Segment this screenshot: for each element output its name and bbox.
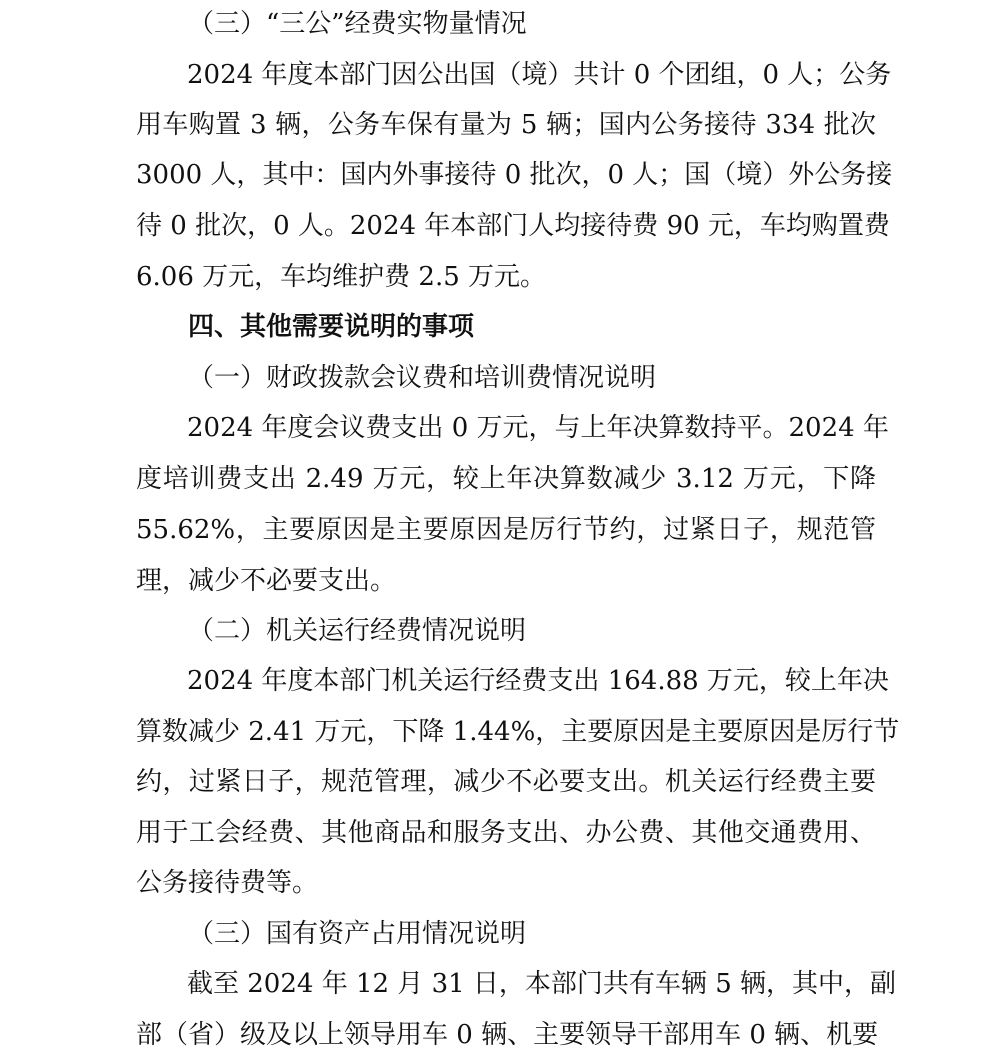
paragraph-line: 待 0 批次，0 人。2024 年本部门人均接待费 90 元，车均购置费 <box>136 211 890 241</box>
paragraph-line: 55.62%，主要原因是主要原因是厉行节约，过紧日子，规范管 <box>136 515 876 545</box>
section-heading-operating-expenses: （二）机关运行经费情况说明 <box>188 616 527 646</box>
paragraph-line: 理，减少不必要支出。 <box>136 566 397 596</box>
paragraph-line: 算数减少 2.41 万元，下降 1.44%，主要原因是主要原因是厉行节 <box>136 717 900 747</box>
paragraph-line: 3000 人，其中：国内外事接待 0 批次，0 人；国（境）外公务接 <box>136 160 893 190</box>
paragraph-line: 度培训费支出 2.49 万元，较上年决算数减少 3.12 万元，下降 <box>136 464 876 494</box>
paragraph-line: 约，过紧日子，规范管理，减少不必要支出。机关运行经费主要 <box>136 767 876 797</box>
paragraph-line: 2024 年度本部门因公出国（境）共计 0 个团组，0 人；公务 <box>187 60 892 90</box>
paragraph-line: 用车购置 3 辆，公务车保有量为 5 辆；国内公务接待 334 批次 <box>136 110 876 140</box>
paragraph-line: 用于工会经费、其他商品和服务支出、办公费、其他交通费用、 <box>136 818 876 848</box>
section-heading-meeting-training-fees: （一）财政拨款会议费和培训费情况说明 <box>188 363 657 393</box>
paragraph-line: 部（省）级及以上领导用车 0 辆、主要领导干部用车 0 辆、机要 <box>136 1020 879 1050</box>
chapter-heading-other-matters: 四、其他需要说明的事项 <box>188 312 475 342</box>
paragraph-line: 公务接待费等。 <box>136 868 319 898</box>
section-heading-state-assets: （三）国有资产占用情况说明 <box>188 919 527 949</box>
paragraph-line: 2024 年度本部门机关运行经费支出 164.88 万元，较上年决 <box>187 666 889 696</box>
paragraph-line: 截至 2024 年 12 月 31 日，本部门共有车辆 5 辆，其中，副 <box>187 969 896 999</box>
paragraph-line: 6.06 万元，车均维护费 2.5 万元。 <box>136 262 547 292</box>
section-heading-san-gong-quantity: （三）“三公”经费实物量情况 <box>188 9 527 39</box>
paragraph-line: 2024 年度会议费支出 0 万元，与上年决算数持平。2024 年 <box>187 413 889 443</box>
